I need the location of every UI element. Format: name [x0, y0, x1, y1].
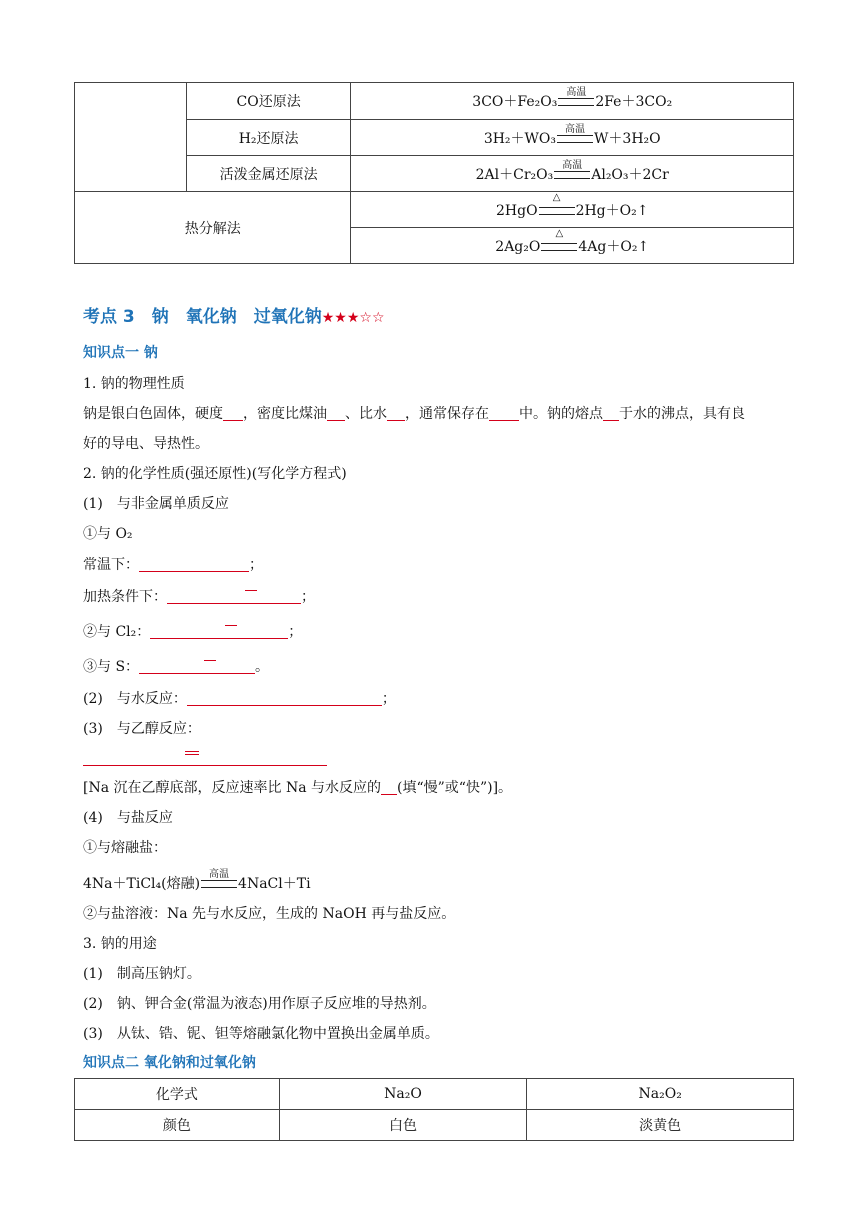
equation-cell	[351, 156, 794, 192]
fill-blank	[603, 406, 619, 421]
chemical-equation: 2Ag₂O △ 4Ag＋O₂↑	[495, 227, 650, 255]
fill-blank	[167, 589, 301, 604]
text-line: 常温下： ；	[83, 557, 263, 573]
oxide-compare-table	[74, 1078, 794, 1141]
knowledge-point-heading: 知识点一 钠	[83, 345, 158, 361]
reaction-arrow: △	[541, 243, 577, 251]
fill-blank	[83, 765, 327, 766]
fill-blank	[223, 406, 243, 421]
text-line: (2) 与水反应： ；	[83, 691, 396, 707]
header-cell: Na₂O	[279, 1079, 527, 1110]
header-cell: Na₂O₂	[527, 1079, 794, 1110]
text-line: 2. 钠的化学性质(强还原性)(写化学方程式)	[83, 466, 347, 482]
merged-empty-cell	[75, 83, 187, 192]
fill-blank	[327, 406, 345, 421]
fill-blank	[381, 780, 397, 795]
text-line: ①与 O₂	[83, 526, 133, 542]
text-line: ②与盐溶液：Na 先与水反应，生成的 NaOH 再与盐反应。	[83, 906, 456, 922]
chemical-equation: 3CO＋Fe₂O₃ 高温 2Fe＋3CO₂	[472, 87, 673, 110]
equation-cell	[351, 83, 794, 120]
reaction-arrow: 高温	[558, 98, 594, 106]
fill-blank	[139, 659, 255, 674]
fill-blank	[139, 557, 249, 572]
section-heading: 考点 3 钠 氧化钠 过氧化钠★★★☆☆	[83, 307, 385, 327]
text-line: (4) 与盐反应	[83, 810, 173, 826]
table-cell: 淡黄色	[527, 1110, 794, 1141]
text-line: 好的导电、导热性。	[83, 436, 209, 452]
text-line: 钠是银白色固体，硬度 ，密度比煤油 、比水 ，通常保存在 中。钠的熔点 于水的沸点，具有良	[83, 406, 745, 422]
text-line: 加热条件下： ；	[83, 589, 315, 605]
text-line: ③与 S： 。	[83, 659, 270, 675]
difficulty-stars: ★★★☆☆	[321, 310, 385, 326]
equation-cell	[351, 228, 794, 264]
chemical-equation: 2Al＋Cr₂O₃ 高温 Al₂O₃＋2Cr	[475, 159, 669, 183]
reaction-arrow: 高温	[557, 135, 593, 143]
chemical-equation: 4Na＋TiCl₄(熔融) 高温 4NaCl＋Ti	[83, 869, 311, 892]
text-line: 1. 钠的物理性质	[83, 376, 185, 392]
fill-blank	[489, 406, 519, 421]
table-cell: 白色	[279, 1110, 527, 1141]
fill-blank	[150, 624, 288, 639]
text-line: (3) 与乙醇反应：	[83, 721, 201, 737]
text-line: (2) 钠、钾合金(常温为液态)用作原子反应堆的导热剂。	[83, 996, 436, 1012]
reaction-arrow: 高温	[554, 171, 590, 179]
text-line: ②与 Cl₂： ；	[83, 624, 303, 640]
method-cell: CO还原法	[186, 83, 351, 120]
method-cell: H₂还原法	[186, 120, 351, 156]
method-cell: 活泼金属还原法	[186, 156, 351, 192]
table-cell: 颜色	[75, 1110, 280, 1141]
chemical-equation: 2HgO △ 2Hg＋O₂↑	[496, 191, 649, 219]
text-line: (3) 从钛、锆、铌、钽等熔融氯化物中置换出金属单质。	[83, 1026, 439, 1042]
header-cell: 化学式	[75, 1079, 280, 1110]
knowledge-point-heading: 知识点二 氧化钠和过氧化钠	[83, 1055, 256, 1071]
smelting-table	[74, 82, 794, 264]
reaction-arrow: 高温	[201, 880, 237, 888]
thermal-method-cell: 热分解法	[75, 192, 351, 264]
reaction-arrow: △	[539, 207, 575, 215]
text-line: (1) 制高压钠灯。	[83, 966, 201, 982]
text-line: (1) 与非金属单质反应	[83, 496, 229, 512]
equation-cell	[351, 192, 794, 228]
text-line: 3. 钠的用途	[83, 936, 157, 952]
chemical-equation: 3H₂＋WO₃ 高温 W＋3H₂O	[483, 123, 661, 147]
text-line: [Na 沉在乙醇底部，反应速率比 Na 与水反应的 (填“慢”或“快”)]。	[83, 780, 513, 796]
equation-cell	[351, 120, 794, 156]
equation-mark	[185, 751, 199, 752]
fill-blank	[187, 691, 382, 706]
text-line: ①与熔融盐：	[83, 840, 167, 856]
equation-mark	[185, 754, 199, 755]
fill-blank	[387, 406, 405, 421]
